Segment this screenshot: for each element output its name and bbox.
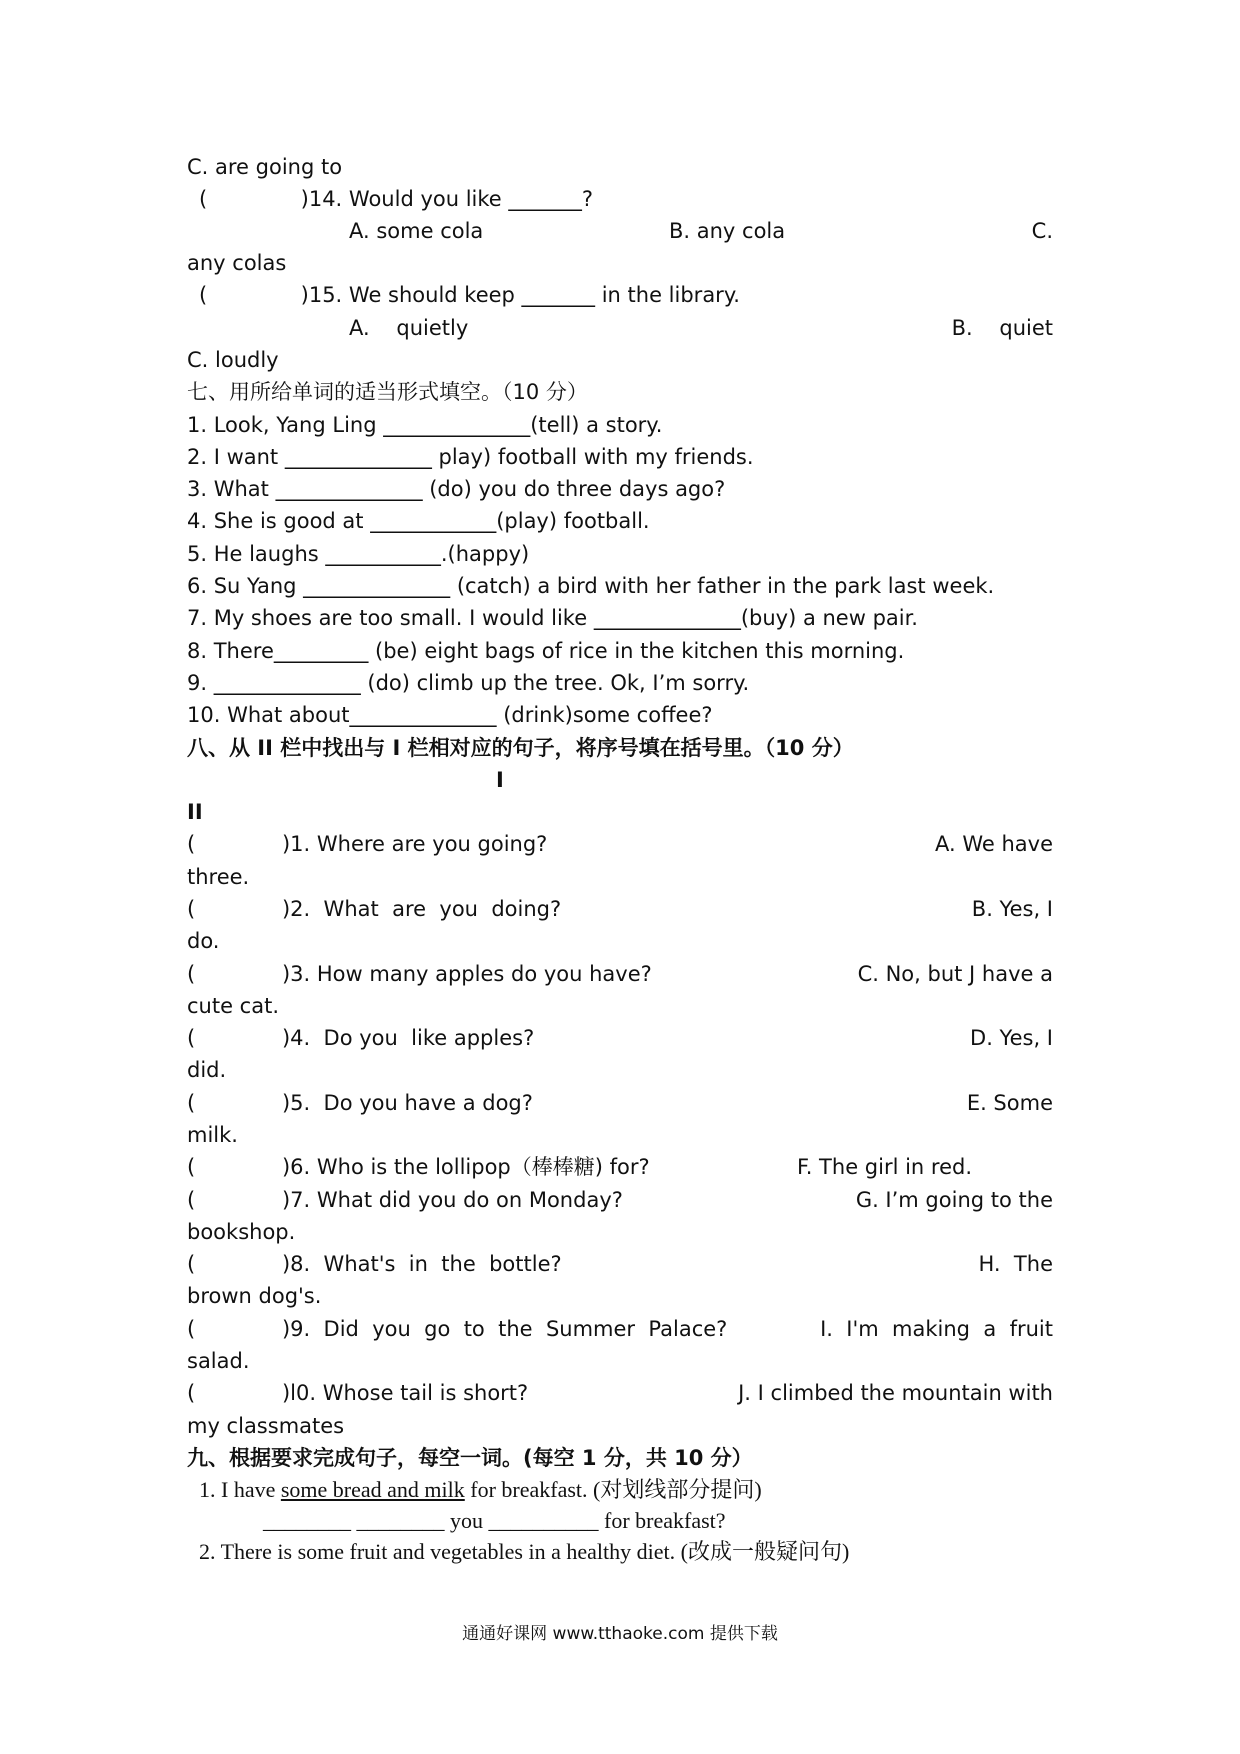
match-answer: D. Yes, I [970, 1026, 1053, 1050]
match-question: ( )6. Who is the lollipop（棒棒糖) for? [187, 1155, 650, 1179]
match-question: ( )9. Did you go to the Summer Palace? [187, 1317, 728, 1341]
section-7-item: 10. What about______________ (drink)some coffee? [187, 703, 713, 727]
match-answer: B. Yes, I [971, 897, 1053, 921]
section-7-item: 2. I want ______________ play) football with my friends. [187, 445, 754, 469]
match-answer: I. I'm making a fruit [820, 1317, 1053, 1341]
section-7-title: 七、用所给单词的适当形式填空。（10 分） [187, 380, 588, 404]
section-7-item: 5. He laughs ___________.(happy) [187, 542, 530, 566]
match-question: ( )2. What are you doing? [187, 897, 562, 921]
section-7-item: 9. ______________ (do) climb up the tree. Ok, I’m sorry. [187, 671, 750, 695]
q13-option-c: C. are going to [187, 155, 343, 179]
q1-suffix: for breakfast. (对划线部分提问) [464, 1477, 762, 1502]
q14-option-c-cont: any colas [187, 251, 287, 275]
match-answer: G. I’m going to the [855, 1188, 1053, 1212]
match-answer: C. No, but J have a [857, 962, 1053, 986]
column-ii-header: II [187, 800, 203, 824]
section-9-q1 [199, 1475, 762, 1505]
q1-underlined-phrase: some bread and milk [280, 1477, 465, 1502]
match-question: ( )7. What did you do on Monday? [187, 1188, 623, 1212]
match-answer-cont: did. [187, 1058, 227, 1082]
match-question: ( )4. Do you like apples? [187, 1026, 535, 1050]
q14-option-a: A. some cola [349, 219, 484, 243]
match-answer: E. Some [966, 1091, 1053, 1115]
q14-stem: ( )14. Would you like _______? [199, 187, 594, 211]
match-answer-cont: brown dog's. [187, 1284, 322, 1308]
match-answer: F. The girl in red. [797, 1155, 973, 1179]
section-7-item: 7. My shoes are too small. I would like ______________(buy) a new pair. [187, 606, 918, 630]
section-9-q2: 2. There is some fruit and vegetables in a healthy diet. (改成一般疑问句) [199, 1539, 850, 1564]
section-7-item: 3. What ______________ (do) you do three days ago? [187, 477, 726, 501]
section-7-item: 1. Look, Yang Ling ______________(tell) a story. [187, 413, 663, 437]
match-answer: H. The [978, 1252, 1053, 1276]
page-footer: 通通好课网 www.tthaoke.com 提供下载 [462, 1624, 778, 1644]
q14-option-c: C. [1031, 219, 1053, 243]
match-answer-cont: cute cat. [187, 994, 280, 1018]
section-8-title: 八、从 II 栏中找出与 I 栏相对应的句子，将序号填在括号里。（10 分） [187, 736, 854, 760]
section-7-item: 6. Su Yang ______________ (catch) a bird with her father in the park last week. [187, 574, 995, 598]
match-answer-cont: my classmates [187, 1414, 345, 1438]
match-question: ( )l0. Whose tail is short? [187, 1381, 529, 1405]
match-answer-cont: do. [187, 929, 220, 953]
section-9-title: 九、根据要求完成句子，每空一词。(每空 1 分，共 10 分） [187, 1446, 753, 1470]
section-7-item: 4. She is good at ____________(play) football. [187, 509, 650, 533]
q1-prefix: 1. I have [199, 1477, 281, 1502]
match-question: ( )1. Where are you going? [187, 832, 548, 856]
q15-option-c: C. loudly [187, 348, 279, 372]
match-answer-cont: milk. [187, 1123, 238, 1147]
match-answer-cont: three. [187, 865, 250, 889]
q15-stem: ( )15. We should keep _______ in the library. [199, 283, 740, 307]
section-9-q1-blanks: ________ ________ you __________ for breakfast? [263, 1508, 726, 1533]
match-answer-cont: salad. [187, 1349, 250, 1373]
match-answer: A. We have [934, 832, 1053, 856]
match-answer: J. I climbed the mountain with [738, 1381, 1053, 1405]
q14-option-b: B. any cola [669, 219, 786, 243]
column-i-header: I [496, 768, 504, 792]
q15-option-b: B. quiet [951, 316, 1053, 340]
match-question: ( )5. Do you have a dog? [187, 1091, 533, 1115]
match-answer-cont: bookshop. [187, 1220, 296, 1244]
match-question: ( )8. What's in the bottle? [187, 1252, 562, 1276]
match-question: ( )3. How many apples do you have? [187, 962, 652, 986]
section-7-item: 8. There_________ (be) eight bags of rice in the kitchen this morning. [187, 639, 905, 663]
q15-option-a: A. quietly [349, 316, 469, 340]
